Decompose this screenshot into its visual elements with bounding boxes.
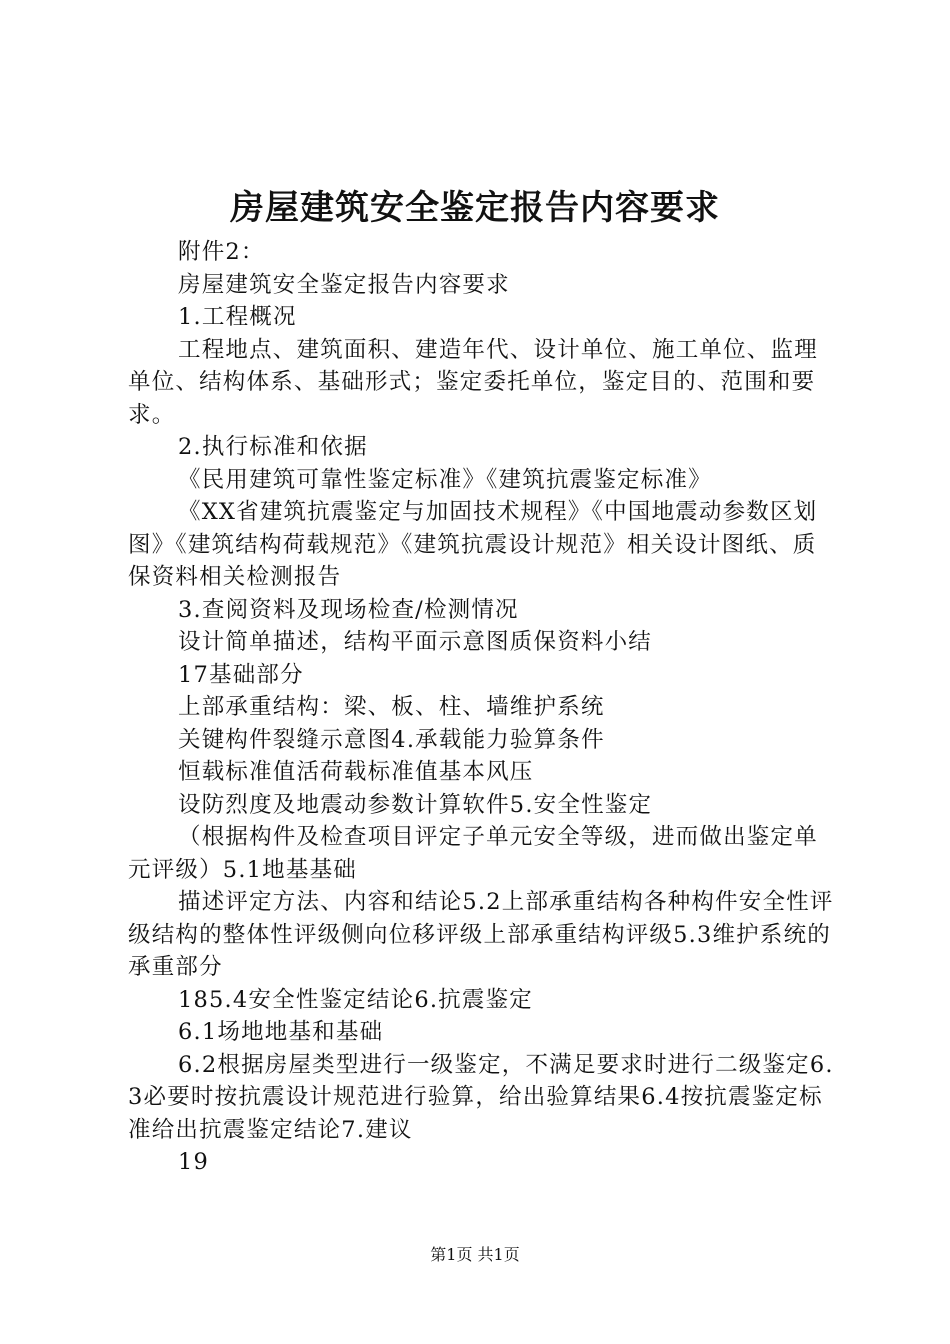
paragraph-rating-5-1: （根据构件及检查项目评定子单元安全等级，进而做出鉴定单元评级）5.1地基基础 [128,824,818,883]
paragraph-section-1-heading: 1.工程概况 [178,304,297,330]
paragraph-subtitle: 房屋建筑安全鉴定报告内容要求 [178,271,510,298]
paragraph-cracks-section-4: 关键构件裂缝示意图4.承载能力验算条件 [178,726,605,753]
paragraph-method-5-2: 描述评定方法、内容和结论5.2上部承重结构各种构件安全性评级结构的整体性评级侧向位移评级上部承重结构评级5.3维护系统的承重部分 [128,889,834,980]
paragraph-section-2-heading: 2.执行标准和依据 [178,434,368,460]
document-body [128,236,834,1179]
paragraph-page-number-19: 19 [178,1149,210,1175]
paragraph-section-1-body: 工程地点、建筑面积、建造年代、设计单位、施工单位、监理单位、结构体系、基础形式；鉴定委托单位，鉴定目的、范围和要求。 [128,336,818,428]
paragraph-design-description: 设计简单描述，结构平面示意图质保资料小结 [178,629,653,655]
paragraph-standards-2: 《XX省建筑抗震鉴定与加固技术规程》《中国地震动参数区划图》《建筑结构荷载规范》《建筑抗震设计规范》相关设计图纸、质保资料相关检测报告 [128,499,818,590]
page-footer: 第1页 共1页 [430,1245,520,1264]
paragraph-conclusion-section-6: 185.4安全性鉴定结论6.抗震鉴定 [178,986,533,1013]
paragraph-seismic-section-5: 设防烈度及地震动参数计算软件5.安全性鉴定 [178,791,653,818]
paragraph-attachment-label: 附件2： [178,239,265,265]
paragraph-upper-structure: 上部承重结构：梁、板、柱、墙维护系统 [178,694,605,720]
document-title: 房屋建筑安全鉴定报告内容要求 [230,188,720,228]
paragraph-section-3-heading: 3.查阅资料及现场检查/检测情况 [178,596,519,623]
paragraph-6-1: 6.1场地地基和基础 [178,1019,384,1045]
paragraph-loads: 恒载标准值活荷载标准值基本风压 [178,759,534,785]
paragraph-foundation-part: 17基础部分 [178,661,304,688]
paragraph-6-2-to-7: 6.2根据房屋类型进行一级鉴定，不满足要求时进行二级鉴定6.3必要时按抗震设计规范进行验算，给出验算结果6.4按抗震鉴定标准给出抗震鉴定结论7.建议 [128,1051,834,1143]
paragraph-standards-1: 《民用建筑可靠性鉴定标准》《建筑抗震鉴定标准》 [178,466,712,493]
